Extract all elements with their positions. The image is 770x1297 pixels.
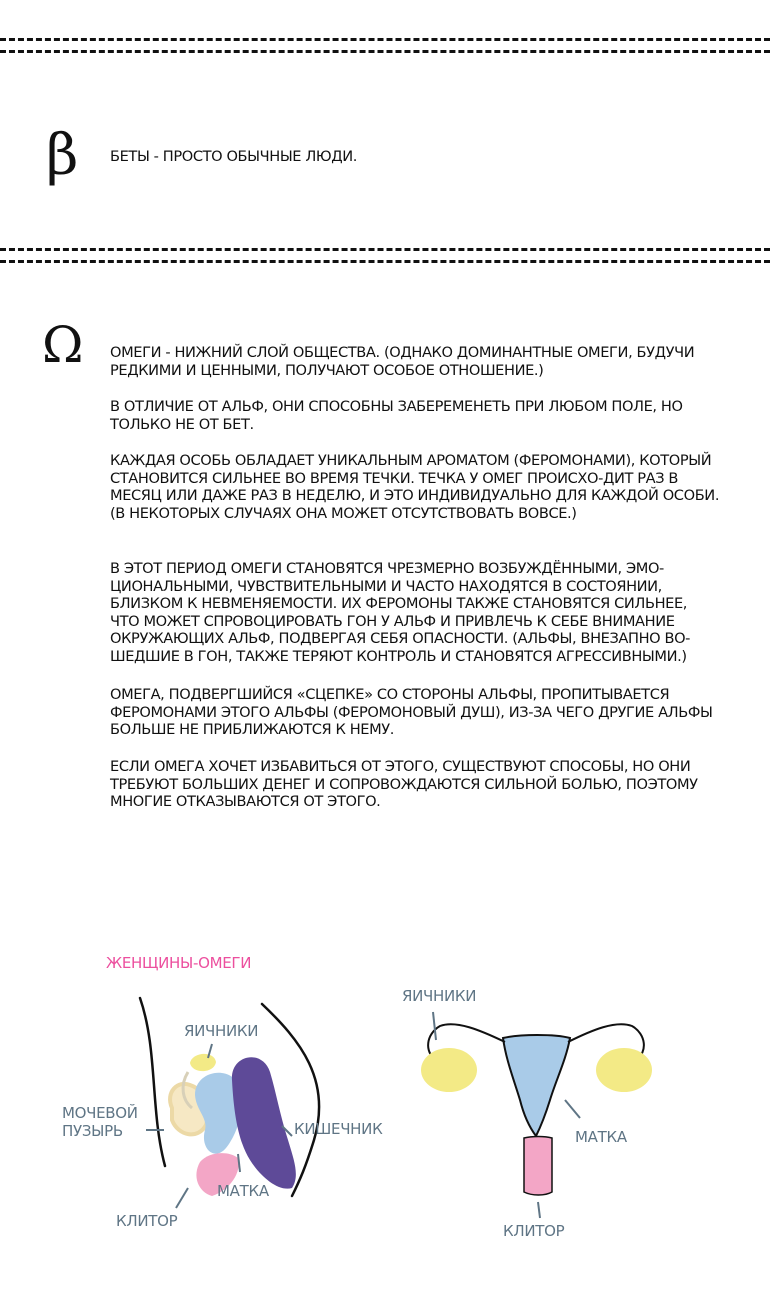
omega-paragraph-4: В ЭТОТ ПЕРИОД ОМЕГИ СТАНОВЯТСЯ ЧРЕЗМЕРНО ВОЗБУЖДЁННЫМИ, ЭМО-ЦИОНАЛЬНЫМИ, ЧУВСТВИТЕЛЬНЫМИ И ЧАСТО НАХОДЯТСЯ В СОСТОЯНИИ, БЛИЗКОМ К НЕВМЕНЯЕМОСТИ. ИХ ФЕРОМОНЫ ТАКЖЕ СТАНОВЯТСЯ СИЛЬНЕЕ, ЧТО МОЖЕТ СПРОВОЦИРОВАТЬ ГОН У АЛЬФ И ПРИВЛЕЧЬ К СЕБЕ ВНИМАНИЕ ОКРУЖАЮЩИХ АЛЬФ, ПОДВЕРГАЯ СЕБЯ ОПАСНОСТИ. (АЛЬФЫ, ВНЕЗАПНО ВО-ШЕДШИЕ В ГОН, ТАКЖЕ ТЕРЯЮТ КОНТРОЛЬ И СТАНОВЯТСЯ АГРЕССИВНЫМИ.) [110,560,691,665]
arrow-uterus-icon [238,1154,240,1172]
middle-separator [0,246,770,270]
front-label-ovaries: ЯИЧНИКИ [402,987,477,1005]
beta-text: БЕТЫ - ПРОСТО ОБЫЧНЫЕ ЛЮДИ. [110,148,358,165]
body-outline-icon [140,998,165,1166]
omega-paragraph-5: ОМЕГА, ПОДВЕРГШИЙСЯ «СЦЕПКЕ» СО СТОРОНЫ АЛЬФЫ, ПРОПИТЫВАЕТСЯ ФЕРОМОНАМИ ЭТОГО АЛЬФЫ (ФЕРОМОНОВЫЙ ДУШ), ИЗ-ЗА ЧЕГО ДРУГИЕ АЛЬФЫ БОЛЬШЕ НЕ ПРИБЛИЖАЮТСЯ К НЕМУ. [110,686,713,738]
arrow-front-ovaries-icon [433,1012,436,1040]
arrow-front-uterus-icon [565,1100,580,1118]
side-label-clitoris: КЛИТОР [116,1212,178,1230]
top-separator [0,36,770,60]
side-label-uterus: МАТКА [217,1182,269,1200]
front-label-uterus: МАТКА [575,1128,627,1146]
side-label-bladder-2: ПУЗЫРЬ [62,1122,123,1140]
cervix-front-icon [524,1137,552,1196]
illustration-heading: ЖЕНЩИНЫ-ОМЕГИ [106,954,252,972]
omega-paragraph-6: ЕСЛИ ОМЕГА ХОЧЕТ ИЗБАВИТЬСЯ ОТ ЭТОГО, СУЩЕСТВУЮТ СПОСОБЫ, НО ОНИ ТРЕБУЮТ БОЛЬШИХ ДЕНЕГ И СОПРОВОЖДАЮТСЯ СИЛЬНОЙ БОЛЬЮ, ПОЭТОМУ МНОГИЕ ОТКАЗЫВАЮТСЯ ОТ ЭТОГО. [110,758,698,810]
uterus-front-icon [503,1035,570,1136]
omega-symbol: Ω [42,316,84,374]
omega-paragraph-3: КАЖДАЯ ОСОБЬ ОБЛАДАЕТ УНИКАЛЬНЫМ АРОМАТОМ (ФЕРОМОНАМИ), КОТОРЫЙ СТАНОВИТСЯ СИЛЬНЕЕ ВО ВРЕМЯ ТЕЧКИ. ТЕЧКА У ОМЕГ ПРОИСХО-ДИТ РАЗ В МЕСЯЦ ИЛИ ДАЖЕ РАЗ В НЕДЕЛЮ, И ЭТО ИНДИВИДУАЛЬНО ДЛЯ КАЖДОЙ ОСОБИ. (В НЕКОТОРЫХ СЛУЧАЯХ ОНА МОЖЕТ ОТСУТСТВОВАТЬ ВОВСЕ.) [110,452,720,522]
beta-symbol: β [46,123,79,188]
omega-paragraph-2: В ОТЛИЧИЕ ОТ АЛЬФ, ОНИ СПОСОБНЫ ЗАБЕРЕМЕНЕТЬ ПРИ ЛЮБОМ ПОЛЕ, НО ТОЛЬКО НЕ ОТ БЕТ. [110,398,683,433]
intestine-icon [232,1057,296,1188]
side-label-ovaries: ЯИЧНИКИ [184,1022,259,1040]
anatomy-illustration [0,940,770,1260]
front-label-clitoris: КЛИТОР [503,1222,565,1240]
side-label-bladder-1: МОЧЕВОЙ [62,1104,138,1122]
arrow-front-clitoris-icon [538,1202,540,1218]
side-label-intestine: КИШЕЧНИК [294,1120,383,1138]
ovary-left-icon [421,1048,477,1092]
ovary-right-icon [596,1048,652,1092]
arrow-clitoris-icon [176,1188,188,1208]
omega-paragraph-1: ОМЕГИ - НИЖНИЙ СЛОЙ ОБЩЕСТВА. (ОДНАКО ДОМИНАНТНЫЕ ОМЕГИ, БУДУЧИ РЕДКИМИ И ЦЕННЫМИ, ПОЛУЧАЮТ ОСОБОЕ ОТНОШЕНИЕ.) [110,344,695,379]
ovary-side-icon [190,1054,216,1071]
